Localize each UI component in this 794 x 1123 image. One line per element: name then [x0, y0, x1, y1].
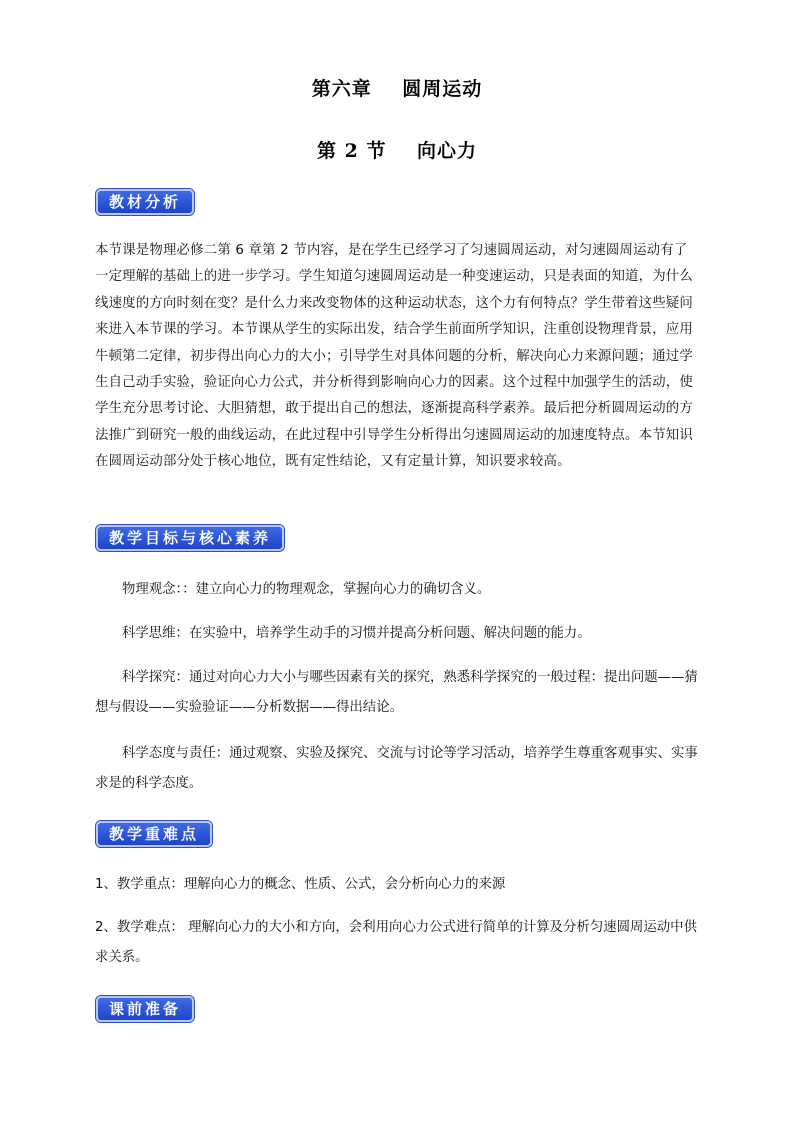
chapter-title: 第六章 圆周运动 [311, 78, 483, 100]
section-badge-objectives: 教学目标与核心素养 [96, 525, 284, 551]
key-point-focus: 1、教学重点：理解向心力的概念、性质、公式，会分析向心力的来源 [95, 877, 506, 892]
section-badge-preparation: 课前准备 [96, 996, 194, 1022]
section-badge-analysis: 教材分析 [96, 189, 194, 215]
objective-scientific-inquiry: 科学探究：通过对向心力大小与哪些因素有关的探究，熟悉科学探究的一般过程：提出问题——猜想与假设——实验验证——分析数据——得出结论。 [95, 670, 698, 715]
objective-scientific-thinking: 科学思维：在实验中，培养学生动手的习惯并提高分析问题、解决问题的能力。 [122, 626, 591, 641]
section-title: 第 2 节 向心力 [317, 140, 477, 162]
key-point-difficulty: 2、教学难点： 理解向心力的大小和方向，会利用向心力公式进行简单的计算及分析匀速圆周运动中供求关系。 [95, 920, 697, 965]
objective-scientific-attitude: 科学态度与责任：通过观察、实验及探究、交流与讨论等学习活动，培养学生尊重客观事实、实事求是的科学态度。 [95, 746, 698, 791]
analysis-paragraph: 本节课是物理必修二第 6 章第 2 节内容，是在学生已经学习了匀速圆周运动，对匀速圆周运动有了一定理解的基础上的进一步学习。学生知道匀速圆周运动是一种变速运动，只是表面的知道，为什么线速度的方向时刻在变？是什么力来改变物体的这种运动状态，这个力有何特点？学生带着这些疑问来进入本节课的学习。本节课从学生的实际出发，结合学生前面所学知识，注重创设物理背景，应用牛顿第二定律，初步得出向心力的大小；引导学生对具体问题的分析，解决向心力来源问题；通过学生自己动手实验，验证向心力公式，并分析得到影响向心力的因素。这个过程中加强学生的活动，使学生充分思考讨论、大胆猜想，敢于提出自己的想法，逐渐提高科学素养。最后把分析圆周运动的方法推广到研究一般的曲线运动，在此过程中引导学生分析得出匀速圆周运动的加速度特点。本节知识在圆周运动部分处于核心地位，既有定性结论，又有定量计算，知识要求较高。 [95, 243, 693, 470]
section-badge-key-points: 教学重难点 [96, 821, 212, 847]
objective-physics-concept: 物理观念：：建立向心力的物理观念，掌握向心力的确切含义。 [122, 582, 491, 597]
